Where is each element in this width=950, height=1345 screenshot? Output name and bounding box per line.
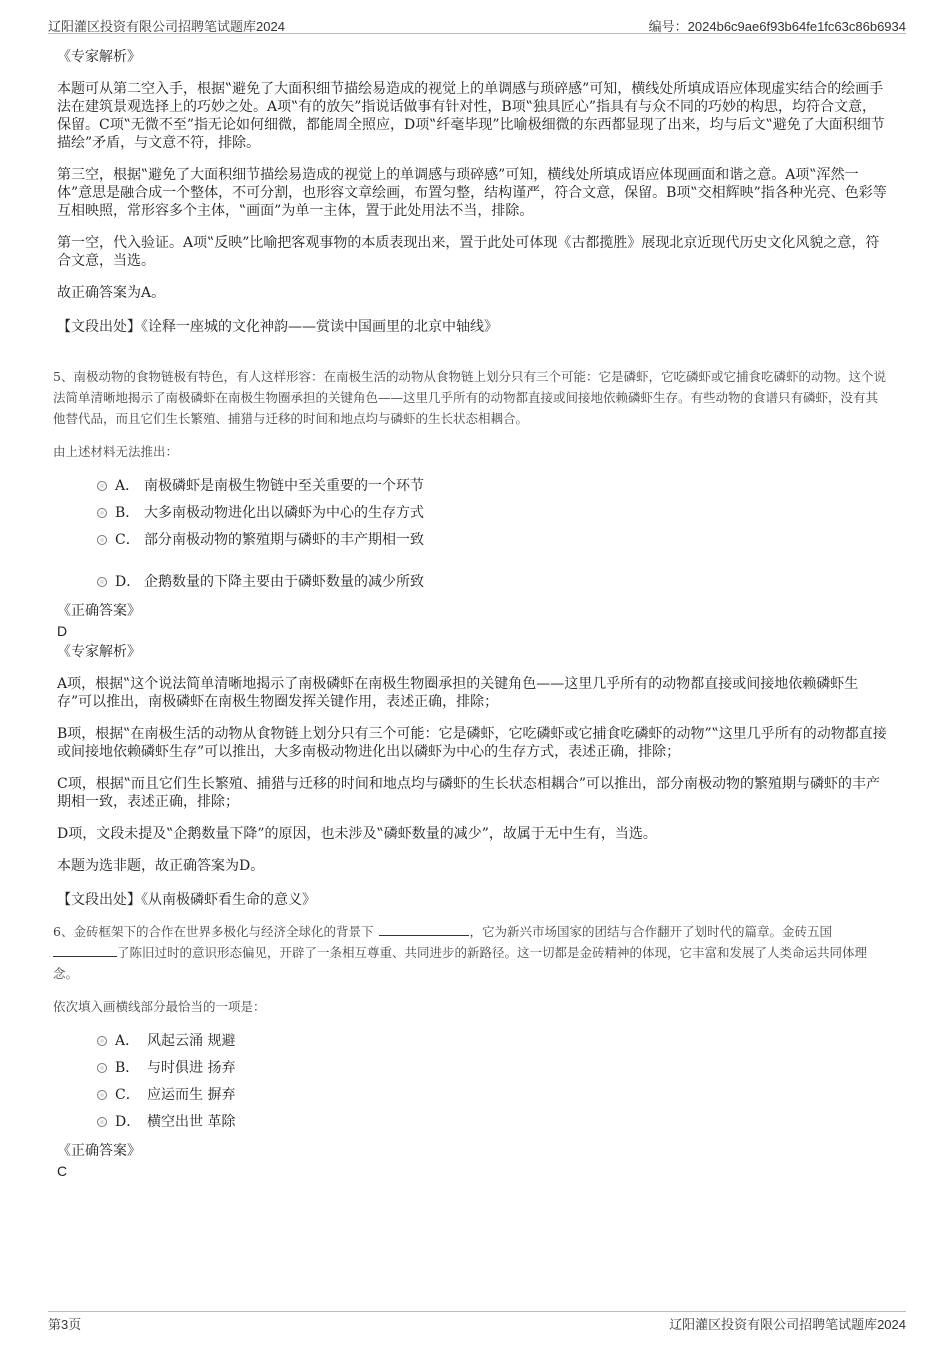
radio-icon[interactable] <box>97 1090 107 1100</box>
q6-prompt: 依次填入画横线部分最恰当的一项是： <box>53 999 266 1014</box>
page-header <box>48 14 906 34</box>
footer-divider <box>48 1311 906 1312</box>
page-footer <box>48 1314 906 1334</box>
radio-icon[interactable] <box>97 1117 107 1127</box>
q5-options <box>57 476 887 592</box>
radio-icon[interactable] <box>97 481 107 491</box>
q5-analysis-d: D项，文段未提及‟企鹅数量下降”的原因，也未涉及‟磷虾数量的减少”，故属于无中生有，当选。 <box>57 826 657 842</box>
page-number: 第3页 <box>48 1317 82 1332</box>
q6-blank-2[interactable] <box>53 944 117 957</box>
q6-stem: 6、金砖框架下的合作在世界多极化与经济全球化的背景下 ，它为新兴市场国家的团结与合作翻开了划时代的篇章。金砖五国了陈旧过时的意识形态偏见，开辟了一条相互尊重、共同进步的新路径。这一切都是金砖精神的体现，它丰富和发展了人类命运共同体理念。 <box>53 924 868 981</box>
q5-option-c[interactable]: C． 部分南极动物的繁殖期与磷虾的丰产期相一致 <box>57 530 887 550</box>
q5-stem: 5、南极动物的食物链极有特色，有人这样形容：在南极生活的动物从食物链上划分只有三个可能：它是磷虾，它吃磷虾或它捕食吃磷虾的动物。这个说法简单清晰地揭示了南极磷虾在南极生物圈承担的关键角色——这里几乎所有的动物都直接或间接地依赖磷虾生存。有些动物的食谱只有磷虾，没有其他替代品，而且它们生长繁殖、捕猎与迁移的时间和地点均与磷虾的生长状态相耦合。 <box>53 369 886 426</box>
q5-answer-label: 《正确答案》 <box>57 603 141 619</box>
q6-option-d[interactable]: D． 横空出世 革除 <box>57 1112 887 1132</box>
radio-icon[interactable] <box>97 508 107 518</box>
q4-conclusion: 故正确答案为A。 <box>57 285 166 301</box>
q5-analysis-b: B项，根据‟在南极生活的动物从食物链上划分只有三个可能：它是磷虾，它吃磷虾或它捕食吃磷虾的动物”‟这里几乎所有的动物都直接或间接地依赖磷虾生存”可以推出，大多南极动物进化出以磷虾为中心的生存方式，表述正确，排除； <box>57 726 887 760</box>
q5-analysis-a: A项，根据‟这个说法简单清晰地揭示了南极磷虾在南极生物圈承担的关键角色——这里几乎所有的动物都直接或间接地依赖磷虾生存”可以推出，南极磷虾在南极生物圈发挥关键作用，表述正确，排除； <box>57 676 859 710</box>
q6-option-b[interactable]: B． 与时俱进 扬弃 <box>57 1058 887 1078</box>
radio-icon[interactable] <box>97 577 107 587</box>
q6-answer: C <box>57 1163 68 1179</box>
radio-icon[interactable] <box>97 1036 107 1046</box>
q6-options <box>57 1031 887 1132</box>
q4-analysis-para1: 本题可从第二空入手，根据‟避免了大面积细节描绘易造成的视觉上的单调感与琐碎感”可知，横线处所填成语应体现虚实结合的绘画手法在建筑景观选择上的巧妙之处。A项‟有的放矢”指说话做事有针对性，B项‟独具匠心”指具有与众不同的巧妙的构思，均符合文意，保留。C项‟无微不至”指无论如何细微，都能周全照应，D项‟纤毫毕现”比喻极细微的东西都显现了出来，均与后文‟避免了大面积细节描绘”矛盾，与文意不符，排除。 <box>57 81 885 151</box>
q6-answer-label: 《正确答案》 <box>57 1143 141 1159</box>
q5-option-a[interactable]: A． 南极磷虾是南极生物链中至关重要的一个环节 <box>57 476 887 496</box>
q6-option-c[interactable]: C． 应运而生 摒弃 <box>57 1085 887 1105</box>
q5-answer: D <box>57 623 68 639</box>
q6-option-a[interactable]: A． 风起云涌 规避 <box>57 1031 887 1051</box>
header-title: 辽阳灌区投资有限公司招聘笔试题库2024 <box>48 19 285 34</box>
page-content <box>53 48 887 1180</box>
q5-analysis-label: 《专家解析》 <box>57 644 141 660</box>
q5-conclusion: 本题为选非题，故正确答案为D。 <box>57 858 265 874</box>
footer-title: 辽阳灌区投资有限公司招聘笔试题库2024 <box>669 1317 906 1332</box>
q5-option-d[interactable]: D． 企鹅数量的下降主要由于磷虾数量的减少所致 <box>57 572 887 592</box>
header-divider <box>48 33 906 34</box>
q4-analysis-para3: 第一空，代入验证。A项‟反映”比喻把客观事物的本质表现出来，置于此处可体现《古都揽胜》展现北京近现代历史文化风貌之意，符合文意，当选。 <box>57 235 880 269</box>
q4-analysis-label: 《专家解析》 <box>57 49 141 65</box>
q6-blank-1[interactable] <box>379 923 469 936</box>
q5-analysis-c: C项，根据‟而且它们生长繁殖、捕猎与迁移的时间和地点均与磷虾的生长状态相耦合”可以推出，部分南极动物的繁殖期与磷虾的丰产期相一致，表述正确，排除； <box>57 776 881 810</box>
q5-option-b[interactable]: B． 大多南极动物进化出以磷虾为中心的生存方式 <box>57 503 887 523</box>
q4-source: 【文段出处】《诠释一座城的文化神韵——赏读中国画里的北京中轴线》 <box>57 319 498 335</box>
q4-analysis-para2: 第三空，根据‟避免了大面积细节描绘易造成的视觉上的单调感与琐碎感”可知，横线处所填成语应体现画面和谐之意。A项‟浑然一体”意思是融合成一个整体，不可分割，也形容文章绘画，布置匀整，结构谨严，符合文意，保留。B项‟交相辉映”指各种光亮、色彩等互相映照，常形容多个主体，‟画面”为单一主体，置于此处用法不当，排除。 <box>57 167 887 219</box>
header-serial-number: 编号：2024b6c9ae6f93b64fe1fc63c86b6934 <box>648 19 906 34</box>
radio-icon[interactable] <box>97 535 107 545</box>
radio-icon[interactable] <box>97 1063 107 1073</box>
q5-source: 【文段出处】《从南极磷虾看生命的意义》 <box>57 892 316 908</box>
q5-prompt: 由上述材料无法推出： <box>53 444 179 459</box>
